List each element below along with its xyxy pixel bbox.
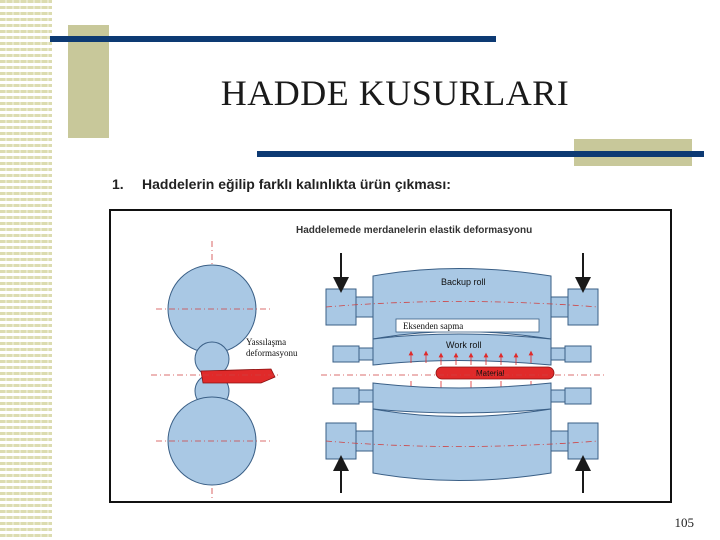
rolling-deformation-figure [109,209,672,503]
backup-roll-bottom [373,409,551,481]
section-number: 1. [112,176,124,192]
work-roll-bottom [373,383,551,413]
deflection-label: Eksenden sapma [403,321,464,331]
slide-title: HADDE KUSURLARI [220,73,570,113]
material-strip-side [201,369,275,383]
decorative-bar [50,36,496,42]
figure-heading: Haddelemede merdanelerin elastik deformasyonu [296,225,533,236]
front-view-rolls [321,253,606,493]
material-label: Material [476,369,505,378]
flattening-label-line2: deformasyonu [246,348,298,358]
flattening-label-line1: Yassılaşma [246,337,287,347]
page-number: 105 [674,515,694,530]
side-view-rolls [151,241,281,501]
section-heading-text: Haddelerin eğilip farklı kalınlıkta ürün çıkması: [142,176,451,192]
backup-roll-label: Backup roll [441,277,486,287]
rolling-diagram [111,211,670,501]
work-roll-label: Work roll [446,340,482,350]
decorative-bar [257,151,704,157]
section-heading [112,176,451,192]
